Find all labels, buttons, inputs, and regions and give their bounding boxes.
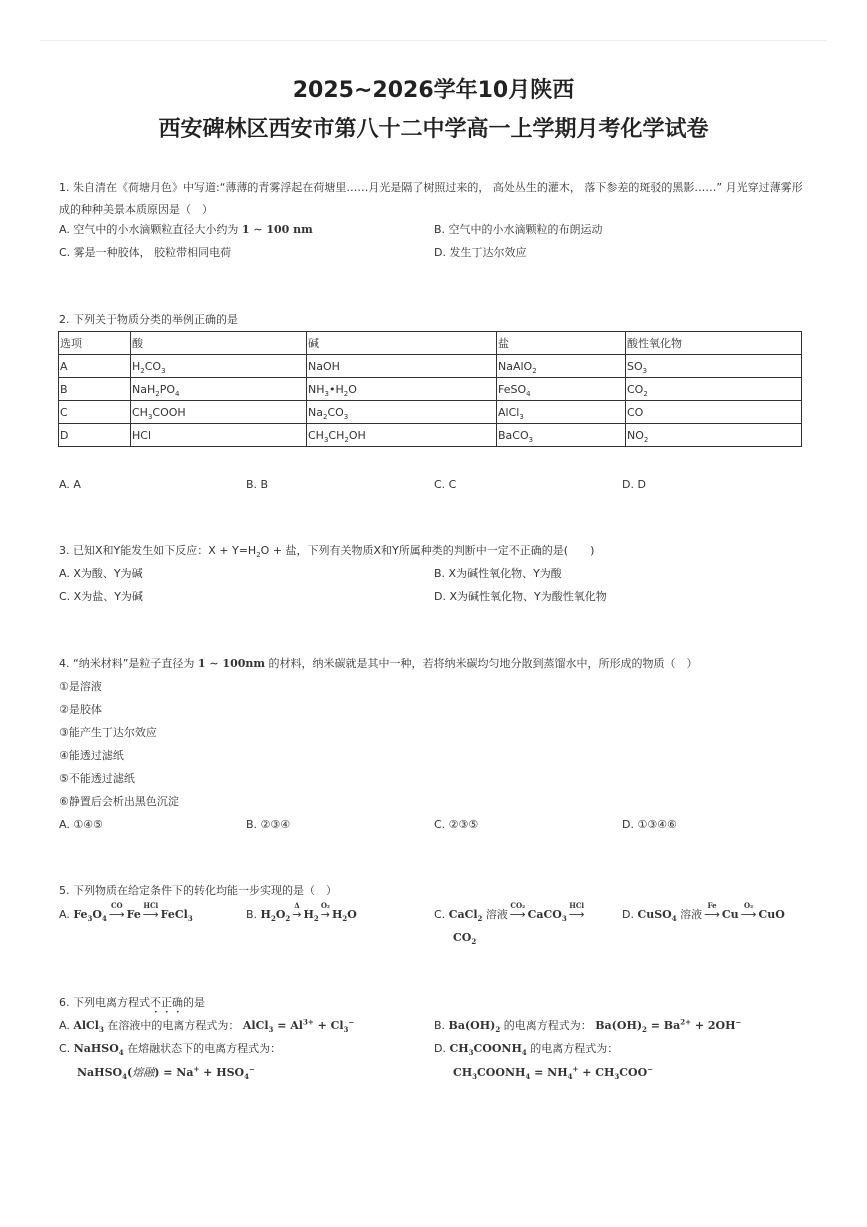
q4-option-b[interactable]: B. ②③④	[246, 818, 291, 831]
table-cell: $CH_3COOH$	[131, 401, 307, 424]
table-cell: C	[59, 401, 131, 424]
q4-stem-math: 1 ∼ 100nm	[197, 657, 266, 670]
table-cell: D	[59, 424, 131, 447]
table-header-cell: 选项	[59, 332, 131, 355]
q3-stem-part: O + 盐，下列有关物质X和Y所属种类的判断中一定不正确的是( )	[260, 544, 595, 557]
q4-item: ⑥静置后会析出黑色沉淀	[59, 795, 179, 808]
q5-stem: 5. 下列物质在给定条件下的转化均能一步实现的是（ ）	[59, 884, 337, 897]
q5-option-b[interactable]: B. $H_2O_2$ Δ → $H_2$ O₂ → $H_2O$	[246, 901, 357, 924]
reaction-arrow: O₂ ⟶	[740, 901, 757, 921]
q1-option-b[interactable]: B. 空气中的小水滴颗粒的布朗运动	[434, 223, 603, 236]
table-cell: BaCO$_3$	[497, 424, 626, 447]
page-title-line1: 2025~2026学年10月陕西	[292, 78, 575, 103]
q4-stem	[59, 657, 698, 671]
q4-stem-part: 4. “纳米材料”是粒子直径为	[59, 657, 195, 670]
table-row	[59, 378, 802, 401]
table-header-cell: 酸	[131, 332, 307, 355]
q6-stem-emphasis: 不正确	[150, 996, 183, 1009]
q1-option-d[interactable]: D. 发生丁达尔效应	[434, 246, 527, 259]
q3-stem-part: 3. 已知X和Y能发生如下反应：X + Y=H	[59, 544, 257, 557]
q3-option-a[interactable]: A. X为酸、Y为碱	[59, 567, 143, 580]
page-title-line2: 西安碑林区西安市第八十二中学高一上学期月考化学试卷	[158, 117, 709, 142]
q2-option-c[interactable]: C. C	[434, 478, 457, 491]
q4-stem-part: 的材料，纳米碳就是其中一种，若将纳米碳均匀地分散到蒸馏水中，所形成的物质（ ）	[268, 657, 698, 670]
table-cell: B	[59, 378, 131, 401]
q3-option-d[interactable]: D. X为碱性氧化物、Y为酸性氧化物	[434, 590, 607, 603]
q1-option-a-math: 1 ∼ 100 nm	[241, 223, 313, 236]
q1-option-c[interactable]: C. 雾是一种胶体， 胶粒带相同电荷	[59, 246, 232, 259]
q2-stem: 2. 下列关于物质分类的举例正确的是	[59, 313, 238, 326]
table-cell: NaOH	[307, 355, 497, 378]
q5-option-d[interactable]: D. CuSO$_4$ 溶液 Fe ⟶ Cu O₂ ⟶ CuO	[622, 901, 785, 924]
table-cell: $CO_2$	[626, 378, 802, 401]
reaction-arrow: Δ →	[292, 901, 302, 921]
q2-option-b[interactable]: B. B	[246, 478, 269, 491]
q6-stem-part: 6. 下列电离方程式	[59, 996, 150, 1009]
table-cell: $H_2CO_3$	[131, 355, 307, 378]
reaction-arrow: O₂ →	[320, 901, 331, 921]
q4-option-d[interactable]: D. ①③④⑥	[622, 818, 677, 831]
q4-item: ②是胶体	[59, 703, 102, 716]
q4-item: ④能透过滤纸	[59, 749, 124, 762]
table-cell: FeSO$_4$	[497, 378, 626, 401]
table-cell: NaAlO$_2$	[497, 355, 626, 378]
table-cell: $NH_3•H_2O$	[307, 378, 497, 401]
table-header-cell: 酸性氧化物	[626, 332, 802, 355]
q6-option-c-equation: NaHSO$_4$(熔融) = $Na^+ + HSO_4^-$	[77, 1064, 255, 1082]
q5-solution-word: 溶液	[485, 908, 508, 921]
q6-stem-part: 的是	[183, 996, 205, 1009]
q6-stem	[59, 996, 205, 1016]
q5-option-a[interactable]: A. $Fe_3O_4$ CO ⟶ Fe HCl ⟶ FeCl$_3$	[59, 901, 193, 924]
table-row	[59, 424, 802, 447]
classification-table	[58, 331, 802, 447]
q3-option-b[interactable]: B. X为碱性氧化物、Y为酸	[434, 567, 562, 580]
table-cell: $NO_2$	[626, 424, 802, 447]
q4-item: ①是溶液	[59, 680, 102, 693]
q4-option-c[interactable]: C. ②③⑤	[434, 818, 479, 831]
table-cell: $CH_3CH_2OH$	[307, 424, 497, 447]
q6-option-c[interactable]: C. NaHSO$_4$ 在熔融状态下的电离方程式为：	[59, 1042, 282, 1058]
q2-option-a[interactable]: A. A	[59, 478, 81, 491]
reaction-arrow: HCl ⟶	[142, 901, 159, 921]
table-header-cell: 盐	[497, 332, 626, 355]
table-cell: A	[59, 355, 131, 378]
q1-stem: 1. 朱自清在《荷塘月色》中写道:“薄薄的青雾浮起在荷塘里……月光是隔了树照过来的， 高处丛生的灌木， 落下参差的斑驳的黑影……” 月光穿过薄雾形成的种种美景本质原因是（ ）	[59, 181, 803, 216]
header-rule	[40, 40, 827, 41]
table-header-row	[59, 332, 802, 355]
q3-stem: 3. 已知X和Y能发生如下反应：$X + Y=H_2O$ + 盐，下列有关物质X和Y所属种类的判断中一定不正确的是( )	[59, 544, 595, 560]
table-header-cell: 碱	[307, 332, 497, 355]
table-cell: $NaH_2PO_4$	[131, 378, 307, 401]
table-cell: $Na_2CO_3$	[307, 401, 497, 424]
q3-option-c[interactable]: C. X为盐、Y为碱	[59, 590, 143, 603]
q2-option-d[interactable]: D. D	[622, 478, 646, 491]
q5-option-c-product: $CO_2$	[453, 931, 477, 947]
table-cell: $SO_3$	[626, 355, 802, 378]
q1-option-a-text: A. 空气中的小水滴颗粒直径大小约为	[59, 223, 239, 236]
q6-option-d-equation: $CH_3COONH_4 = NH_4^+ + CH_3COO^-$	[453, 1064, 654, 1082]
table-row	[59, 401, 802, 424]
reaction-arrow: HCl ⟶	[568, 901, 585, 921]
reaction-arrow: CO₂ ⟶	[509, 901, 526, 921]
q5-option-c[interactable]: C. CaCl$_2$ 溶液 CO₂ ⟶ CaCO$_3$ HCl ⟶	[434, 901, 585, 924]
table-cell: HCl	[131, 424, 307, 447]
q4-option-a[interactable]: A. ①④⑤	[59, 818, 103, 831]
table-row	[59, 355, 802, 378]
q5-solution-word: 溶液	[680, 908, 703, 921]
reaction-arrow: Fe ⟶	[704, 901, 720, 921]
q6-option-d[interactable]: D. $CH_3COONH_4$ 的电离方程式为：	[434, 1042, 619, 1058]
table-cell: AlCl$_3$	[497, 401, 626, 424]
q4-item: ③能产生丁达尔效应	[59, 726, 157, 739]
q4-item: ⑤不能透过滤纸	[59, 772, 135, 785]
q6-option-b[interactable]: B. $Ba(OH)_2$ 的电离方程式为： $Ba(OH)_2 = Ba^{2+} + 2OH^-$	[434, 1017, 742, 1035]
reaction-arrow: CO ⟶	[108, 901, 125, 921]
q6-option-a[interactable]: A. AlCl$_3$ 在溶液中的电离方程式为： AlCl$_3$ = $Al^{3+} + Cl_3^-$	[59, 1017, 355, 1035]
table-cell: CO	[626, 401, 802, 424]
q1-option-a[interactable]	[59, 223, 313, 237]
